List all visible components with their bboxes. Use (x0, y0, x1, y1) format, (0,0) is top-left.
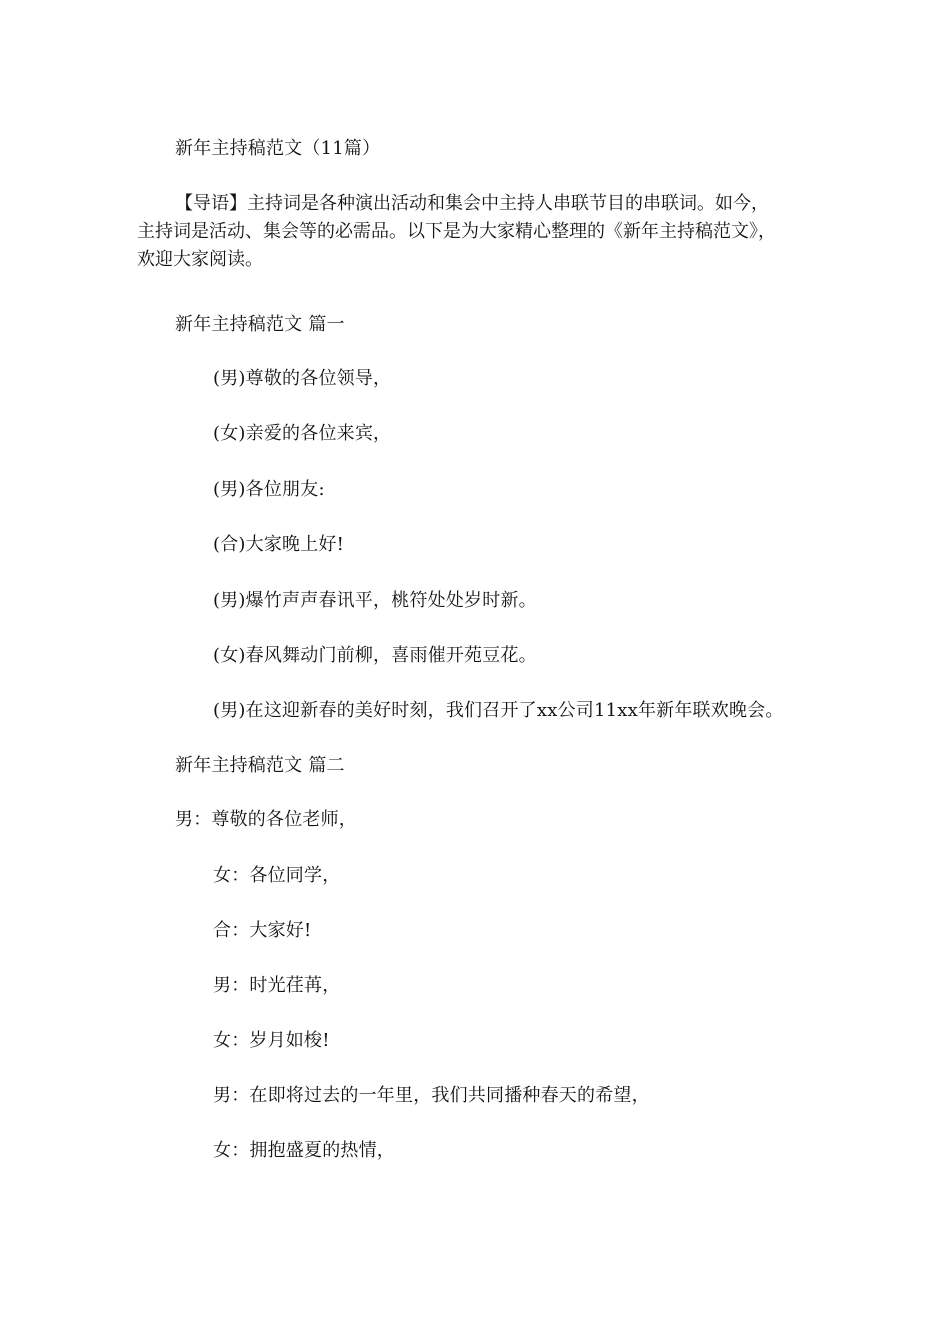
script-line: (男)各位朋友: (213, 479, 325, 500)
intro-paragraph (137, 190, 827, 274)
intro-line: 【导语】主持词是各种演出活动和集会中主持人串联节目的串联词。如今， (175, 193, 769, 214)
section-heading-2: 新年主持稿范文 篇二 (175, 755, 345, 776)
script-line: (女)亲爱的各位来宾， (213, 423, 392, 444)
script-line: 合：大家好! (213, 920, 312, 941)
script-line: (女)春风舞动门前柳，喜雨催开苑豆花。 (213, 645, 537, 666)
section-heading-1: 新年主持稿范文 篇一 (175, 314, 345, 335)
document-title: 新年主持稿范文（11篇） (175, 138, 381, 159)
script-line: (男)在这迎新春的美好时刻，我们召开了xx公司11xx年新年联欢晚会。 (213, 700, 784, 721)
script-line: 女：各位同学， (213, 865, 341, 886)
script-line: 女：岁月如梭! (213, 1030, 330, 1051)
intro-line: 主持词是活动、集会等的必需品。以下是为大家精心整理的《新年主持稿范文》， (137, 221, 776, 242)
script-line: 男：尊敬的各位老师， (175, 809, 357, 830)
script-line: 女：拥抱盛夏的热情， (213, 1140, 395, 1161)
script-line: (合)大家晚上好! (213, 534, 345, 555)
script-line: 男：时光荏苒， (213, 975, 341, 996)
intro-line: 欢迎大家阅读。 (137, 249, 263, 270)
script-line: 男：在即将过去的一年里，我们共同播种春天的希望， (213, 1085, 650, 1106)
script-line: (男)爆竹声声春讯平，桃符处处岁时新。 (213, 590, 537, 611)
script-line: (男)尊敬的各位领导， (213, 368, 392, 389)
